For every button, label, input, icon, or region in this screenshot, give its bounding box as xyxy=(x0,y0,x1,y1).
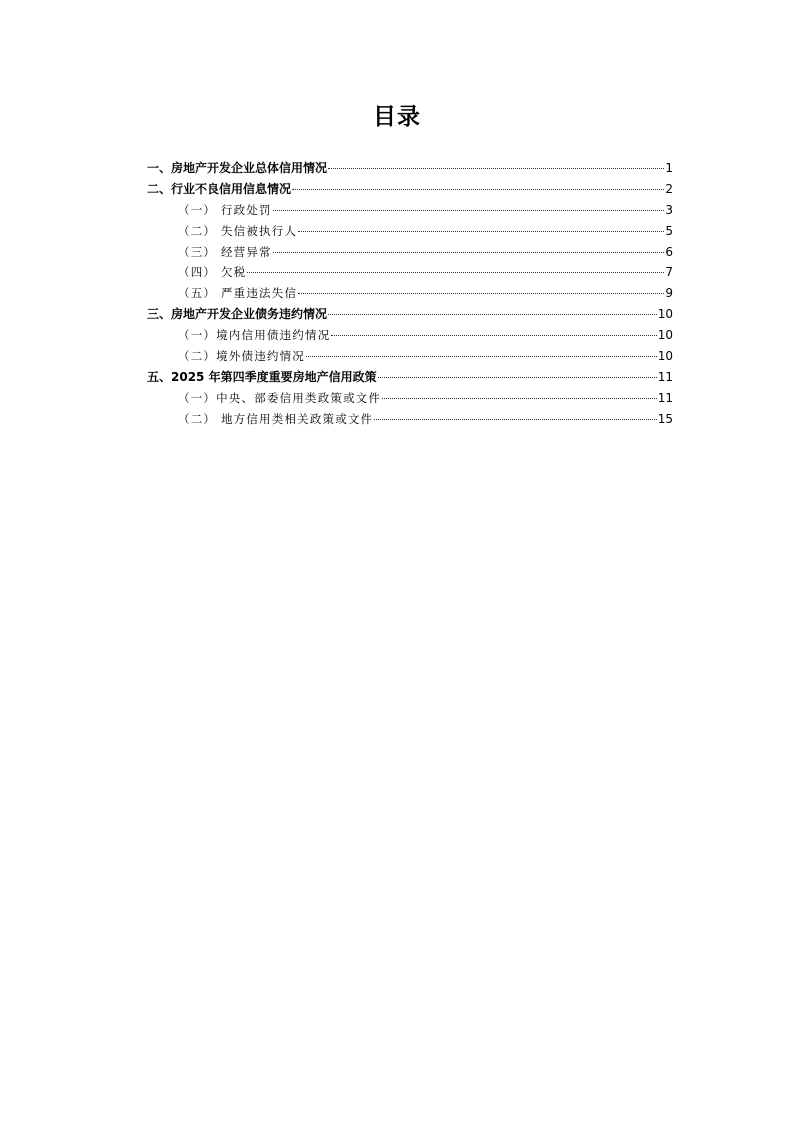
toc-entry[interactable] xyxy=(147,179,673,200)
toc-dot-leader xyxy=(328,167,664,169)
toc-subentry[interactable] xyxy=(147,283,673,304)
toc-subentry[interactable] xyxy=(147,325,673,346)
toc-entry-text: （二） 失信被执行人 xyxy=(178,223,298,238)
toc-page-number: 11 xyxy=(657,390,673,405)
toc-dot-leader xyxy=(382,397,657,399)
toc-page-number: 10 xyxy=(657,307,673,322)
toc-subentry[interactable] xyxy=(147,388,673,409)
toc-page-number: 3 xyxy=(665,202,673,217)
toc-entry-text: 二、行业不良信用信息情况 xyxy=(147,181,292,196)
toc-subentry[interactable] xyxy=(147,221,673,242)
toc-subentry[interactable] xyxy=(147,409,673,430)
toc-dot-leader xyxy=(331,334,656,336)
toc-page-number: 9 xyxy=(665,286,673,301)
toc-dot-leader xyxy=(247,271,664,273)
toc-entry[interactable] xyxy=(147,304,673,325)
toc-entry-text: （二） 地方信用类相关政策或文件 xyxy=(178,411,374,426)
toc-dot-leader xyxy=(306,355,657,357)
toc-dot-leader xyxy=(298,230,664,232)
toc-dot-leader xyxy=(374,418,656,420)
toc-entry-text: （四） 欠税 xyxy=(178,265,247,280)
toc-page-number: 15 xyxy=(657,411,673,426)
toc-page-number: 5 xyxy=(665,223,673,238)
toc-page-number: 2 xyxy=(665,181,673,196)
page-title: 目录 xyxy=(373,104,421,130)
toc-entry-text: （一）中央、部委信用类政策或文件 xyxy=(178,390,382,405)
toc-page-number: 11 xyxy=(657,369,673,384)
toc-entry[interactable] xyxy=(147,158,673,179)
table-of-contents xyxy=(147,158,673,430)
toc-page-number: 10 xyxy=(657,328,673,343)
toc-subentry[interactable] xyxy=(147,346,673,367)
toc-entry-text: （二）境外债违约情况 xyxy=(178,349,305,364)
toc-dot-leader xyxy=(328,313,657,315)
toc-dot-leader xyxy=(273,209,665,211)
toc-dot-leader xyxy=(298,292,664,294)
toc-page-number: 10 xyxy=(657,349,673,364)
toc-entry-text: 一、房地产开发企业总体信用情况 xyxy=(147,161,328,175)
toc-subentry[interactable] xyxy=(147,262,673,283)
toc-entry-text: 三、房地产开发企业债务违约情况 xyxy=(147,307,328,322)
toc-dot-leader xyxy=(292,188,664,190)
toc-subentry[interactable] xyxy=(147,242,673,263)
toc-entry-text: （一）境内信用债违约情况 xyxy=(178,328,331,343)
toc-entry-text: （五） 严重违法失信 xyxy=(178,286,298,301)
toc-entry[interactable] xyxy=(147,367,673,388)
toc-page-number: 6 xyxy=(665,244,673,259)
toc-entry-text: 五、2025 年第四季度重要房地产信用政策 xyxy=(147,369,377,384)
toc-dot-leader xyxy=(378,376,657,378)
toc-entry-text: （一） 行政处罚 xyxy=(178,202,272,217)
toc-page-number: 7 xyxy=(665,265,673,280)
toc-page-number: 1 xyxy=(665,161,673,175)
toc-subentry[interactable] xyxy=(147,200,673,221)
toc-entry-text: （三） 经营异常 xyxy=(178,244,272,259)
toc-dot-leader xyxy=(273,251,665,253)
